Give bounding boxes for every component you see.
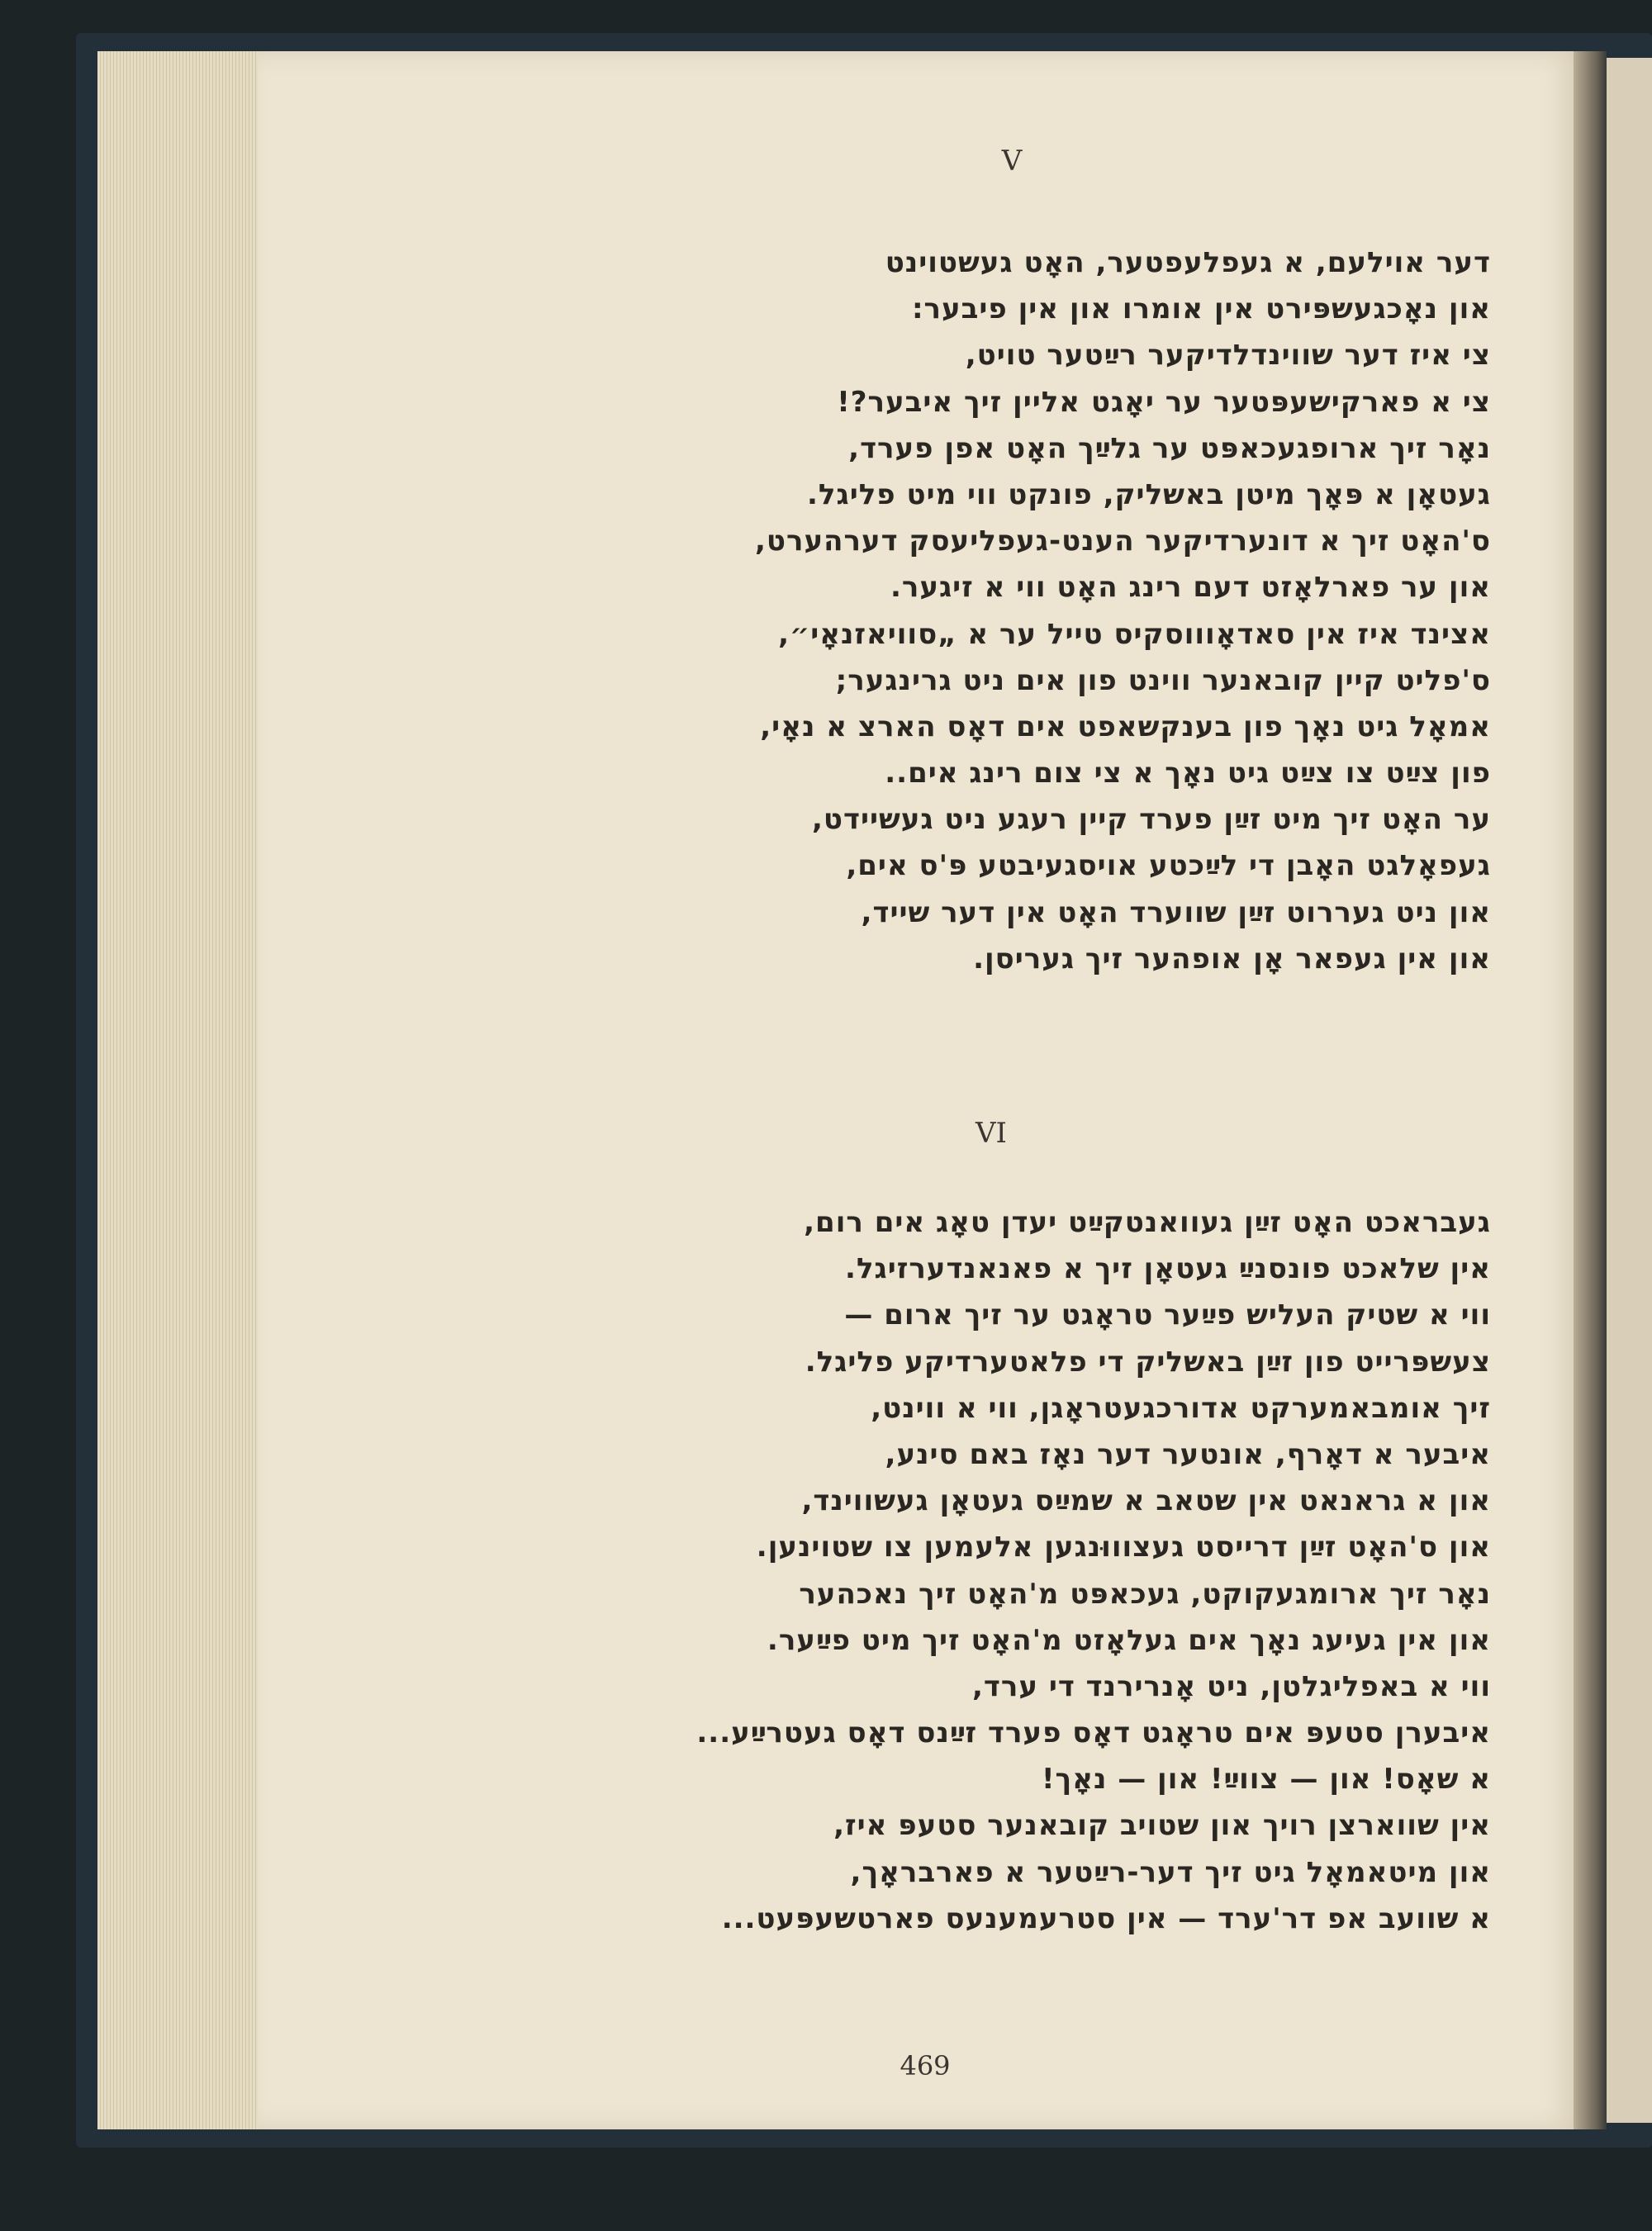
section-v-text	[450, 240, 1491, 982]
verse-line: א שאָס! און — צווײַ! און — נאָך!	[1042, 1763, 1491, 1797]
verse-line: פון צײַט צו צײַט גיט נאָך א צי צום רינג אים..	[885, 757, 1491, 790]
verse-line: צי איז דער שווינדלדיקער רײַטער טויט,	[965, 339, 1491, 373]
verse-line: און א גראנאט אין שטאב א שמײַס געטאָן געשווינד,	[801, 1484, 1491, 1518]
verse-line: און אין געפאר אָן אופהער זיך געריסן.	[973, 942, 1491, 975]
verse-line: און נאָכגעשפּירט אין אומרו און אין פיבער:	[911, 292, 1491, 326]
facing-page-edge	[1607, 58, 1652, 2123]
verse-line: אצינד איז אין סאדאָוווסקיס טייל ער א „סוויאזנאָי״,	[778, 617, 1491, 651]
verse-line: דער אוילעם, א געפלעפטער, האָט געשטוינט	[885, 246, 1491, 279]
section-vi-text	[450, 1199, 1491, 1942]
verse-line: אין שווארצן רויך און שטויב קובאנער סטעפּ איז,	[833, 1809, 1491, 1843]
verse-line: צעשפּרייט פון זײַן באשליק די פלאטערדיקע פליגל.	[805, 1345, 1491, 1379]
verse-line: נאָר זיך ארומגעקוקט, געכאפּט מ'האָט זיך נאכהער	[799, 1577, 1491, 1611]
verse-line: און מיטאמאָל גיט זיך דער-רײַטער א פארבראָך,	[850, 1855, 1491, 1889]
verse-line: זיך אומבאמערקט אדורכגעטראָגן, ווי א ווינט,	[871, 1391, 1491, 1425]
verse-line: אין שלאכט פונסנײַ געטאָן זיך א פאנאנדערזיגל.	[845, 1252, 1491, 1286]
verse-line: געטאָן א פּאָך מיטן באשליק, פונקט ווי מיט פליגל.	[807, 477, 1491, 511]
verse-line: און אין געיעג נאָך אים געלאָזט מ'האָט זיך מיט פײַער.	[767, 1623, 1491, 1657]
verse-line: איבער א דאָרף, אונטער דער נאָז באם סינע,	[885, 1437, 1491, 1471]
verse-line: געבראכט האָט זײַן געוואנטקײַט יעדן טאָג אים רום,	[804, 1206, 1491, 1239]
page-number: 469	[900, 2050, 951, 2081]
section-heading-v: V	[1001, 145, 1023, 178]
verse-line: און ער פארלאָזט דעם רינג האָט ווי א זיגער.	[890, 571, 1491, 605]
verse-line: און ס'האָט זײַן דרייסט געצוווּנגען אלעמען צו שטוינען.	[756, 1531, 1491, 1564]
verse-line: אמאָל גיט נאָך פון בענקשאפט אים דאָס הארצ א נאָי,	[760, 710, 1491, 743]
verse-line: ער האָט זיך מיט זײַן פערד קיין רעגע ניט געשיידט,	[811, 803, 1491, 837]
verse-line: ס'האָט זיך א דונערדיקער הענט-געפליעסק דערהערט,	[754, 525, 1491, 558]
verse-line: און ניט געררוט זײַן שווערד האָט אין דער שייד,	[861, 895, 1491, 929]
verse-line: געפאָלגט האָבן די לײַכטע אויסגעיבטע פּ'ס אים,	[846, 849, 1491, 883]
verse-line: צי א פארקישעפּטער ער יאָגט אליין זיך איבער?!	[837, 385, 1491, 419]
book-gutter	[1574, 51, 1607, 2129]
verse-line: נאָר זיך ארופגעכאפּט ער גלײַך האָט אפן פערד,	[848, 431, 1491, 465]
verse-line: ווי א באפליגלטן, ניט אָנרירנד די ערד,	[971, 1669, 1491, 1703]
section-heading-vi: VI	[976, 1117, 1007, 1150]
verse-line: ס'פליט קיין קובאנער ווינט פון אים ניט גרינגער;	[835, 663, 1491, 697]
page-edges	[97, 51, 263, 2129]
verse-line: איבערן סטעפּ אים טראָגט דאָס פערד זײַנס דאָס געטרײַע...	[696, 1716, 1491, 1750]
verse-line: ווי א שטיק העליש פײַער טראָגט ער זיך ארום —	[844, 1298, 1491, 1332]
verse-line: א שוועב אפ דר'ערד — אין סטרעמענעס פארטשעפּעט...	[721, 1901, 1491, 1935]
